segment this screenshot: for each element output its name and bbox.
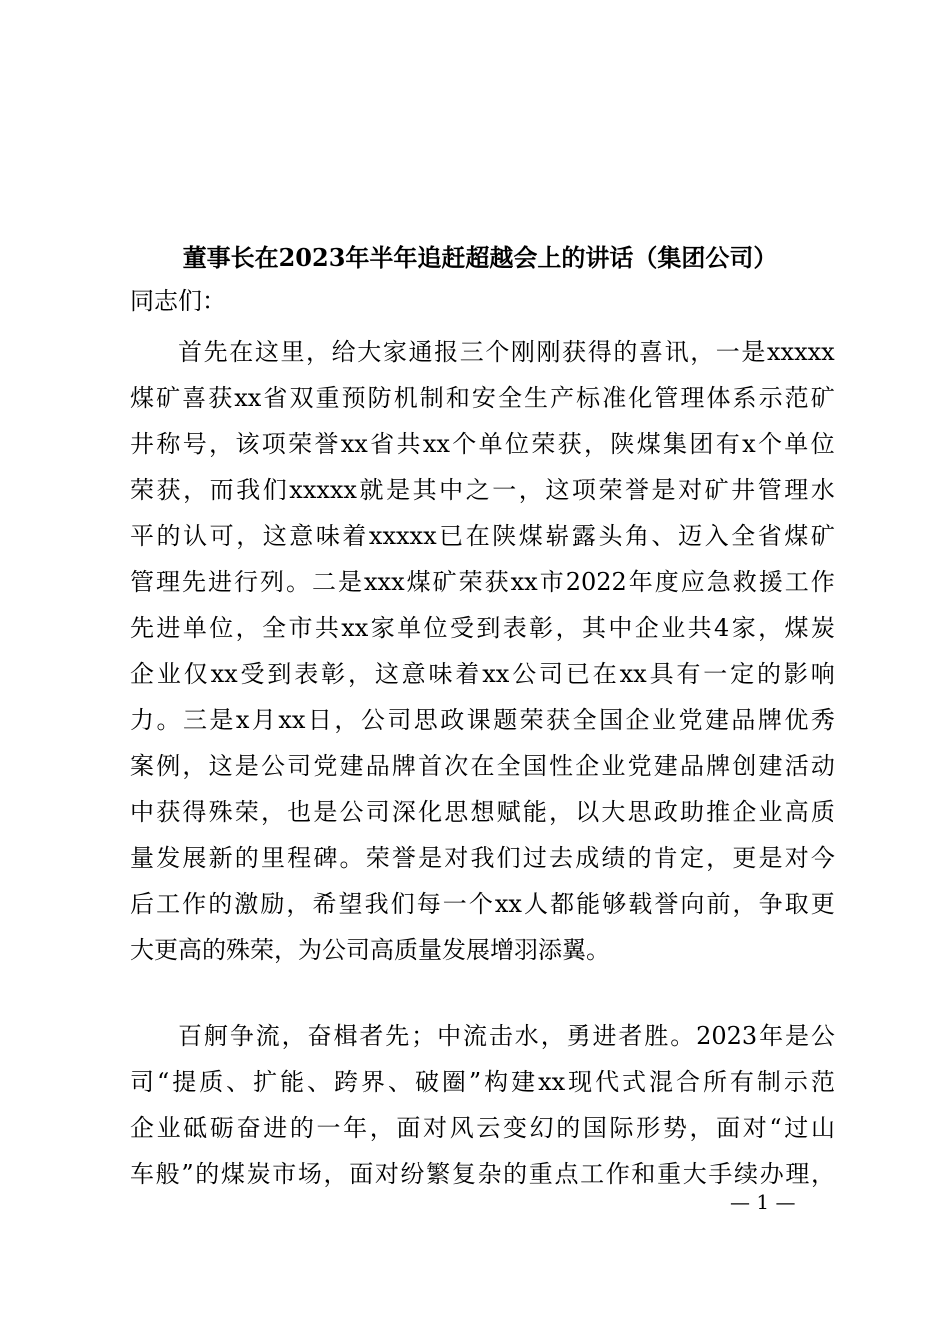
- paragraph-line: 案 例 ， 这 是 公 司 党 建 品 牌 首 次 在 全 国 性 企 业 党 建 品 牌 创 建 活 动: [130, 752, 835, 780]
- paragraph-line: 先 进 单 位 ， 全 市 共 xx 家 单 位 受 到 表 彰 ， 其 中 企 业 共 4 家 ， 煤 炭: [130, 614, 835, 642]
- paragraph-line: 煤 矿 喜 获 xx 省 双 重 预 防 机 制 和 安 全 生 产 标 准 化 管 理 体 系 示 范 矿: [130, 384, 835, 412]
- paragraph-line: 首 先 在 这 里 ， 给 大 家 通 报 三 个 刚 刚 获 得 的 喜 讯 ， 一 是 xxxxx: [178, 338, 835, 366]
- paragraph-line: 百 舸 争 流 ， 奋 楫 者 先 ； 中 流 击 水 ， 勇 进 者 胜 。 2023 年 是 公: [178, 1022, 835, 1050]
- paragraph-line: 后 工 作 的 激 励 ， 希 望 我 们 每 一 个 xx 人 都 能 够 载 誉 向 前 ， 争 取 更: [130, 890, 835, 918]
- paragraph-line: 企 业 仅 xx 受 到 表 彰 ， 这 意 味 着 xx 公 司 已 在 xx 具 有 一 定 的 影 响: [130, 660, 835, 688]
- greeting: 同志们：: [130, 287, 226, 315]
- paragraph-2: [130, 1013, 835, 1197]
- page-number: — 1 —: [730, 1190, 796, 1214]
- paragraph-line: 司 “ 提 质 、 扩 能 、 跨 界 、 破 圈 ” 构 建 xx 现 代 式 混 合 所 有 制 示 范: [130, 1068, 835, 1096]
- paragraph-1: [130, 329, 835, 973]
- paragraph-line: 中 获 得 殊 荣 ， 也 是 公 司 深 化 思 想 赋 能 ， 以 大 思 政 助 推 企 业 高 质: [130, 798, 835, 826]
- paragraph-line: 管 理 先 进 行 列 。 二 是 xxx 煤 矿 荣 获 xx 市 2022 年 度 应 急 救 援 工 作: [130, 568, 835, 596]
- document-title: 董事长在2023年半年追赶超越会上的讲话（集团公司）: [182, 243, 778, 272]
- paragraph-line: 大更高的殊荣，为公司高质量发展增羽添翼。: [130, 936, 610, 964]
- paragraph-line: 车 般 ” 的 煤 炭 市 场 ， 面 对 纷 繁 复 杂 的 重 点 工 作 和 重 大 手 续 办 理 ，: [130, 1160, 835, 1188]
- paragraph-line: 井 称 号 ， 该 项 荣 誉 xx 省 共 xx 个 单 位 荣 获 ， 陕 煤 集 团 有 x 个 单 位: [130, 430, 835, 458]
- paragraph-line: 力 。 三 是 x 月 xx 日 ， 公 司 思 政 课 题 荣 获 全 国 企 业 党 建 品 牌 优 秀: [130, 706, 835, 734]
- paragraph-line: 荣 获 ， 而 我 们 xxxxx 就 是 其 中 之 一 ， 这 项 荣 誉 是 对 矿 井 管 理 水: [130, 476, 835, 504]
- paragraph-line: 量 发 展 新 的 里 程 碑 。 荣 誉 是 对 我 们 过 去 成 绩 的 肯 定 ， 更 是 对 今: [130, 844, 835, 872]
- paragraph-line: 平 的 认 可 ， 这 意 味 着 xxxxx 已 在 陕 煤 崭 露 头 角 、 迈 入 全 省 煤 矿: [130, 522, 835, 550]
- paragraph-line: 企 业 砥 砺 奋 进 的 一 年 ， 面 对 风 云 变 幻 的 国 际 形 势 ， 面 对 “ 过 山: [130, 1114, 835, 1142]
